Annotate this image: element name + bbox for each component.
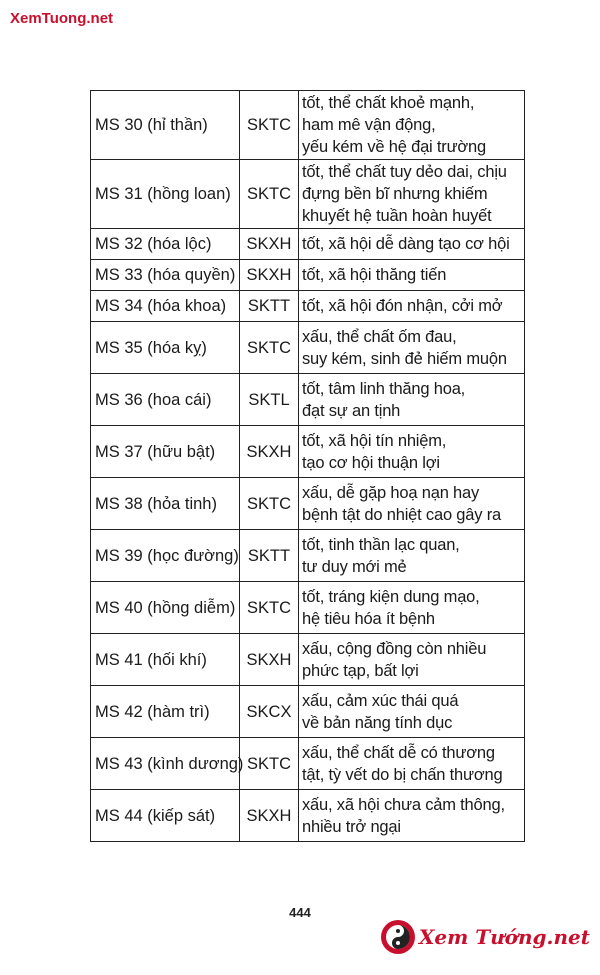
ms-name-cell: MS 36 (hoa cái) — [91, 374, 240, 426]
table-row — [91, 634, 525, 686]
table-row — [91, 160, 525, 229]
ms-code-cell: SKTL — [240, 374, 299, 426]
ms-code-cell: SKXH — [240, 634, 299, 686]
ms-code-cell: SKXH — [240, 260, 299, 291]
ms-code-cell: SKTC — [240, 160, 299, 229]
ms-name-cell: MS 40 (hồng diễm) — [91, 582, 240, 634]
ms-desc-cell: tốt, tinh thần lạc quan, tư duy mới mẻ — [299, 530, 525, 582]
ms-name-cell: MS 30 (hỉ thần) — [91, 91, 240, 160]
ms-desc-cell: tốt, xã hội đón nhận, cởi mở — [299, 291, 525, 322]
page-number: 444 — [289, 905, 311, 920]
table-row — [91, 260, 525, 291]
ms-desc-cell: tốt, thể chất khoẻ mạnh, ham mê vận động, yếu kém về hệ đại trường — [299, 91, 525, 160]
table-row — [91, 738, 525, 790]
ms-desc-cell: tốt, xã hội thăng tiến — [299, 260, 525, 291]
ms-desc-cell: xấu, cộng đồng còn nhiều phức tạp, bất lợi — [299, 634, 525, 686]
table-row — [91, 322, 525, 374]
ms-code-cell: SKTC — [240, 322, 299, 374]
ms-name-cell: MS 41 (hối khí) — [91, 634, 240, 686]
yin-yang-icon — [381, 920, 415, 954]
ms-name-cell: MS 32 (hóa lộc) — [91, 229, 240, 260]
ms-desc-cell: tốt, thể chất tuy dẻo dai, chịu đựng bền bĩ nhưng khiếm khuyết hệ tuần hoàn huyết — [299, 160, 525, 229]
ms-code-cell: SKTC — [240, 738, 299, 790]
table-row — [91, 478, 525, 530]
ms-name-cell: MS 43 (kình dương) — [91, 738, 240, 790]
table-row — [91, 374, 525, 426]
ms-desc-cell: xấu, cảm xúc thái quá về bản năng tính dục — [299, 686, 525, 738]
ms-table — [90, 90, 525, 842]
ms-name-cell: MS 44 (kiếp sát) — [91, 790, 240, 842]
site-watermark[interactable]: XemTuong.net — [10, 10, 114, 27]
table-row — [91, 530, 525, 582]
table-row — [91, 229, 525, 260]
ms-code-cell: SKTC — [240, 91, 299, 160]
ms-desc-cell: tốt, tráng kiện dung mạo, hệ tiêu hóa ít bệnh — [299, 582, 525, 634]
ms-desc-cell: tốt, tâm linh thăng hoa, đạt sự an tịnh — [299, 374, 525, 426]
ms-code-cell: SKXH — [240, 790, 299, 842]
ms-desc-cell: xấu, thể chất ốm đau, suy kém, sinh đẻ hiếm muộn — [299, 322, 525, 374]
ms-code-cell: SKCX — [240, 686, 299, 738]
ms-code-cell: SKXH — [240, 426, 299, 478]
ms-name-cell: MS 39 (học đường) — [91, 530, 240, 582]
table-row — [91, 426, 525, 478]
ms-desc-cell: xấu, dễ gặp hoạ nạn hay bệnh tật do nhiệt cao gây ra — [299, 478, 525, 530]
ms-desc-cell: xấu, thể chất dễ có thương tật, tỳ vết do bị chấn thương — [299, 738, 525, 790]
ms-code-cell: SKTT — [240, 530, 299, 582]
ms-name-cell: MS 42 (hàm trì) — [91, 686, 240, 738]
table-row — [91, 686, 525, 738]
ms-code-cell: SKTT — [240, 291, 299, 322]
ms-code-cell: SKTC — [240, 582, 299, 634]
table-row — [91, 790, 525, 842]
ms-desc-cell: tốt, xã hội dễ dàng tạo cơ hội — [299, 229, 525, 260]
ms-code-cell: SKTC — [240, 478, 299, 530]
table-row — [91, 91, 525, 160]
ms-code-cell: SKXH — [240, 229, 299, 260]
ms-name-cell: MS 34 (hóa khoa) — [91, 291, 240, 322]
ms-name-cell: MS 33 (hóa quyền) — [91, 260, 240, 291]
ms-desc-cell: tốt, xã hội tín nhiệm, tạo cơ hội thuận lợi — [299, 426, 525, 478]
site-logo[interactable] — [381, 920, 590, 954]
ms-name-cell: MS 35 (hóa kỵ) — [91, 322, 240, 374]
ms-name-cell: MS 31 (hồng loan) — [91, 160, 240, 229]
table-row — [91, 582, 525, 634]
ms-name-cell: MS 38 (hỏa tinh) — [91, 478, 240, 530]
ms-desc-cell: xấu, xã hội chưa cảm thông, nhiều trở ngại — [299, 790, 525, 842]
ms-name-cell: MS 37 (hữu bật) — [91, 426, 240, 478]
logo-text: Xem Tướng.net — [418, 925, 590, 949]
table-row — [91, 291, 525, 322]
